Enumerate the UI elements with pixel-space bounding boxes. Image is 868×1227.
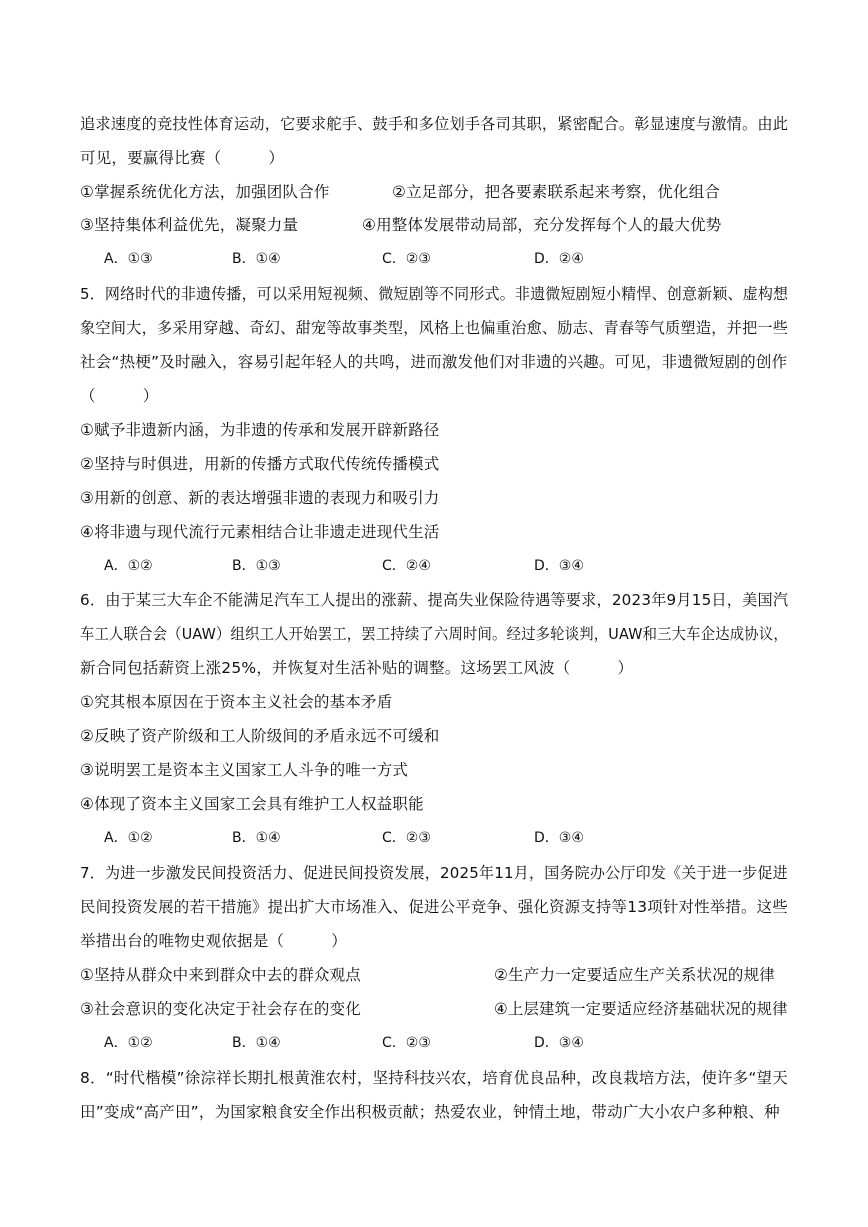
- q7-option-b[interactable]: B．①④: [232, 1035, 281, 1051]
- q5-item-4: ④将非遗与现代流行元素相结合让非遗走进现代生活: [80, 523, 440, 541]
- q5-option-b[interactable]: B．①③: [232, 558, 281, 574]
- q6-stem-line-3: 新合同包括薪资上涨25%，并恢复对生活补贴的调整。这场罢工风波（ ）: [80, 659, 634, 677]
- q6-stem-line-2: 车工人联合会（UAW）组织工人开始罢工，罢工持续了六周时间。经过多轮谈判，UAW和三大车企达成协议，: [80, 625, 788, 643]
- q5-item-2: ②坚持与时俱进，用新的传播方式取代传统传播模式: [80, 455, 440, 473]
- q4-option-b[interactable]: B．①④: [232, 251, 281, 267]
- q5-stem-line-1: 5．网络时代的非遗传播，可以采用短视频、微短剧等不同形式。非遗微短剧短小精悍、创意新颖、虚构想: [80, 285, 789, 303]
- q7-option-a[interactable]: A．①②: [104, 1035, 153, 1051]
- q4-option-d[interactable]: D．②④: [534, 251, 584, 267]
- q4-item-2: ②立足部分，把各要素联系起来考察，优化组合: [392, 183, 721, 201]
- q4-stem-line-2: 可见，要赢得比赛（ ）: [80, 149, 285, 167]
- q4-stem-line-1: 追求速度的竞技性体育运动，它要求舵手、鼓手和多位划手各司其职，紧密配合。彰显速度与激情。由此: [80, 115, 789, 133]
- q5-stem-line-4: （ ）: [80, 387, 159, 405]
- q7-stem-line-1: 7．为进一步激发民间投资活力、促进民间投资发展，2025年11月，国务院办公厅印发《关于进一步促进: [80, 864, 788, 882]
- q7-stem-line-3: 举措出台的唯物史观依据是（ ）: [80, 932, 347, 950]
- q5-stem-line-3: 社会“热梗”及时融入，容易引起年轻人的共鸣，进而激发他们对非遗的兴趣。可见，非遗微短剧的创作: [80, 353, 788, 371]
- q6-option-a[interactable]: A．①②: [104, 830, 153, 846]
- q6-item-3: ③说明罢工是资本主义国家工人斗争的唯一方式: [80, 761, 409, 779]
- q5-stem-line-2: 象空间大，多采用穿越、奇幻、甜宠等故事类型，风格上也偏重治愈、励志、青春等气质塑造，并把一些: [80, 319, 789, 337]
- q7-option-c[interactable]: C．②③: [382, 1035, 431, 1051]
- q8-stem-line-1: 8．“时代楷模”徐淙祥长期扎根黄淮农村，坚持科技兴农，培育优良品种，改良栽培方法，使许多“望天: [80, 1069, 788, 1087]
- q6-option-d[interactable]: D．③④: [534, 830, 584, 846]
- q5-item-1: ①赋予非遗新内涵，为非遗的传承和发展开辟新路径: [80, 421, 440, 439]
- q8-stem-line-2: 田”变成“高产田”，为国家粮食安全作出积极贡献；热爱农业，钟情土地，带动广大小农户多种粮、种: [80, 1103, 780, 1121]
- q7-stem-line-2: 民间投资发展的若干措施》提出扩大市场准入、促进公平竞争、强化资源支持等13项针对性举措。这些: [80, 898, 788, 916]
- q4-item-4: ④用整体发展带动局部，充分发挥每个人的最大优势: [362, 216, 722, 234]
- q4-option-c[interactable]: C．②③: [382, 251, 431, 267]
- q5-item-3: ③用新的创意、新的表达增强非遗的表现力和吸引力: [80, 489, 440, 507]
- q6-item-2: ②反映了资产阶级和工人阶级间的矛盾永远不可缓和: [80, 727, 440, 745]
- q6-option-c[interactable]: C．②③: [382, 830, 431, 846]
- q6-item-4: ④体现了资本主义国家工会具有维护工人权益职能: [80, 795, 424, 813]
- q6-stem-line-1: 6．由于某三大车企不能满足汽车工人提出的涨薪、提高失业保险待遇等要求，2023年9月15日，美国汽: [80, 591, 789, 609]
- q5-option-a[interactable]: A．①②: [104, 558, 153, 574]
- q7-item-1: ①坚持从群众中来到群众中去的群众观点: [80, 966, 361, 984]
- q4-option-a[interactable]: A．①③: [104, 251, 153, 267]
- q6-item-1: ①究其根本原因在于资本主义社会的基本矛盾: [80, 693, 393, 711]
- q4-item-1: ①掌握系统优化方法，加强团队合作: [80, 183, 330, 201]
- q5-option-d[interactable]: D．③④: [534, 558, 584, 574]
- q5-option-c[interactable]: C．②④: [382, 558, 431, 574]
- q7-item-2: ②生产力一定要适应生产关系状况的规律: [494, 966, 775, 984]
- q7-item-3: ③社会意识的变化决定于社会存在的变化: [80, 1000, 361, 1018]
- q7-option-d[interactable]: D．③④: [534, 1035, 584, 1051]
- q6-option-b[interactable]: B．①④: [232, 830, 281, 846]
- q7-item-4: ④上层建筑一定要适应经济基础状况的规律: [494, 1000, 788, 1018]
- q4-item-3: ③坚持集体利益优先，凝聚力量: [80, 216, 299, 234]
